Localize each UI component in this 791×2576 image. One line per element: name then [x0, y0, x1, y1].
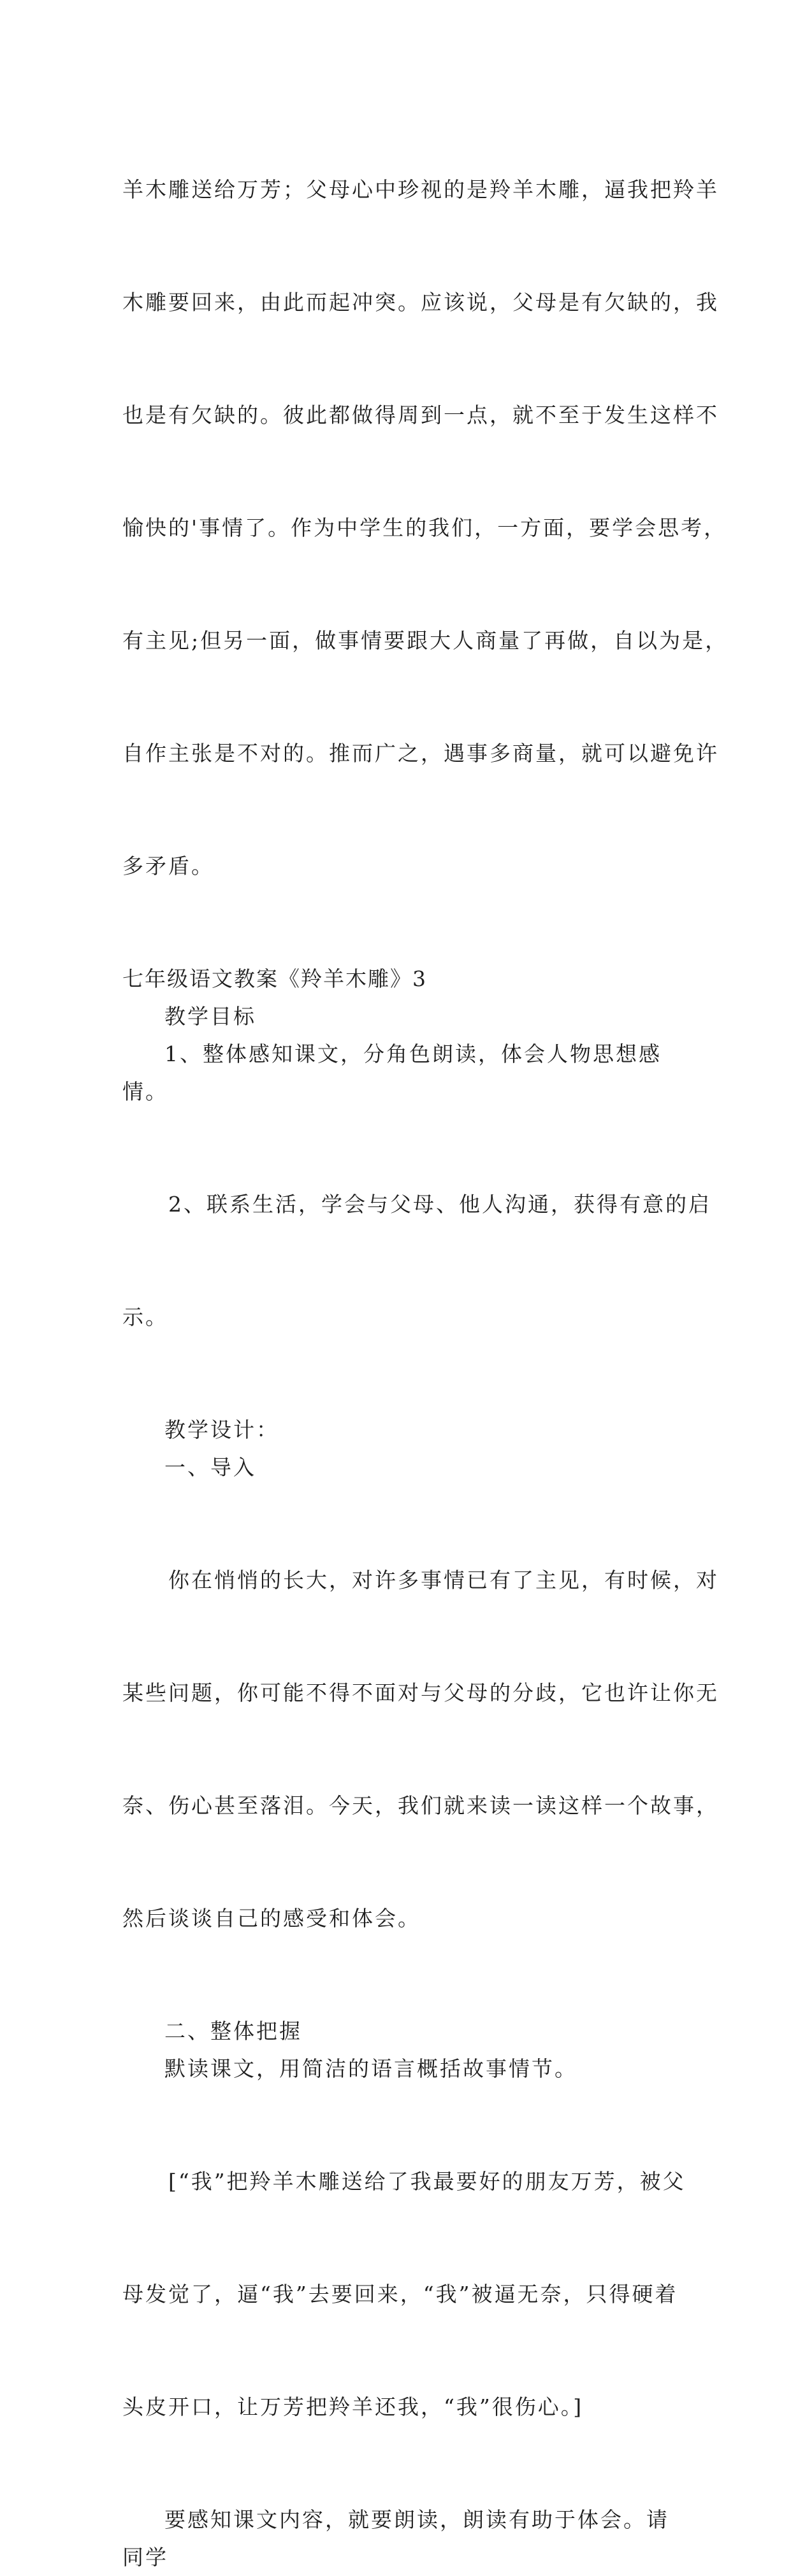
text-line: 愉快的'事情了。作为中学生的我们，一方面，要学会思考， [122, 515, 727, 540]
part-2-heading: 二、整体把握 [164, 2019, 302, 2043]
intro-paragraph [122, 96, 729, 960]
text-line: 然后谈谈自己的感受和体会。 [122, 1906, 421, 1931]
text-line: 示。 [122, 1305, 168, 1329]
intro-text [122, 1486, 719, 2012]
goals-heading: 教学目标 [164, 1004, 256, 1029]
text-line: 也是有欠缺的。彼此都做得周到一点，就不至于发生这样不 [122, 403, 719, 427]
part-1-heading: 一、导入 [164, 1455, 256, 1480]
section-title: 七年级语文教案《羚羊木雕》3 [122, 966, 427, 991]
text-line: 你在悄悄的长大，对许多事情已有了主见，有时候，对 [122, 1568, 719, 1592]
reading-task: 默读课文，用简洁的语言概括故事情节。 [164, 2056, 577, 2081]
document-body [122, 96, 729, 2576]
goal-1: 1、整体感知课文，分角色朗读，体会人物思想感情。 [122, 1041, 662, 1104]
text-line: [“我”把羚羊木雕送给了我最要好的朋友万芳，被父 [122, 2169, 686, 2194]
text-line: 2、联系生活，学会与父母、他人沟通，获得有意的启 [122, 1192, 711, 1217]
text-line: 母发觉了，逼“我”去要回来，“我”被逼无奈，只得硬着 [122, 2282, 678, 2307]
plot-summary [122, 2087, 686, 2501]
text-line: 奈、伤心甚至落泪。今天，我们就来读一读这样一个故事， [122, 1793, 719, 1818]
design-heading: 教学设计： [164, 1417, 279, 1442]
text-line: 木雕要回来，由此而起冲突。应该说，父母是有欠缺的，我 [122, 290, 719, 315]
text-line: 自作主张是不对的。推而广之，遇事多商量，就可以避免许 [122, 741, 719, 766]
text-line: 多矛盾。 [122, 854, 214, 878]
text-line: 某些问题，你可能不得不面对与父母的分歧，它也许让你无 [122, 1680, 719, 1705]
text-line: 羊木雕送给万芳；父母心中珍视的是羚羊木雕，逼我把羚羊 [122, 177, 719, 202]
text-line: 有主见;但另一面，做事情要跟大人商量了再做，自以为是， [122, 628, 729, 653]
goal-2 [122, 1110, 711, 1411]
text-line: 头皮开口，让万芳把羚羊还我，“我”很伤心。] [122, 2394, 584, 2419]
closing-line: 要感知课文内容，就要朗读，朗读有助于体会。请同学 [122, 2507, 669, 2570]
